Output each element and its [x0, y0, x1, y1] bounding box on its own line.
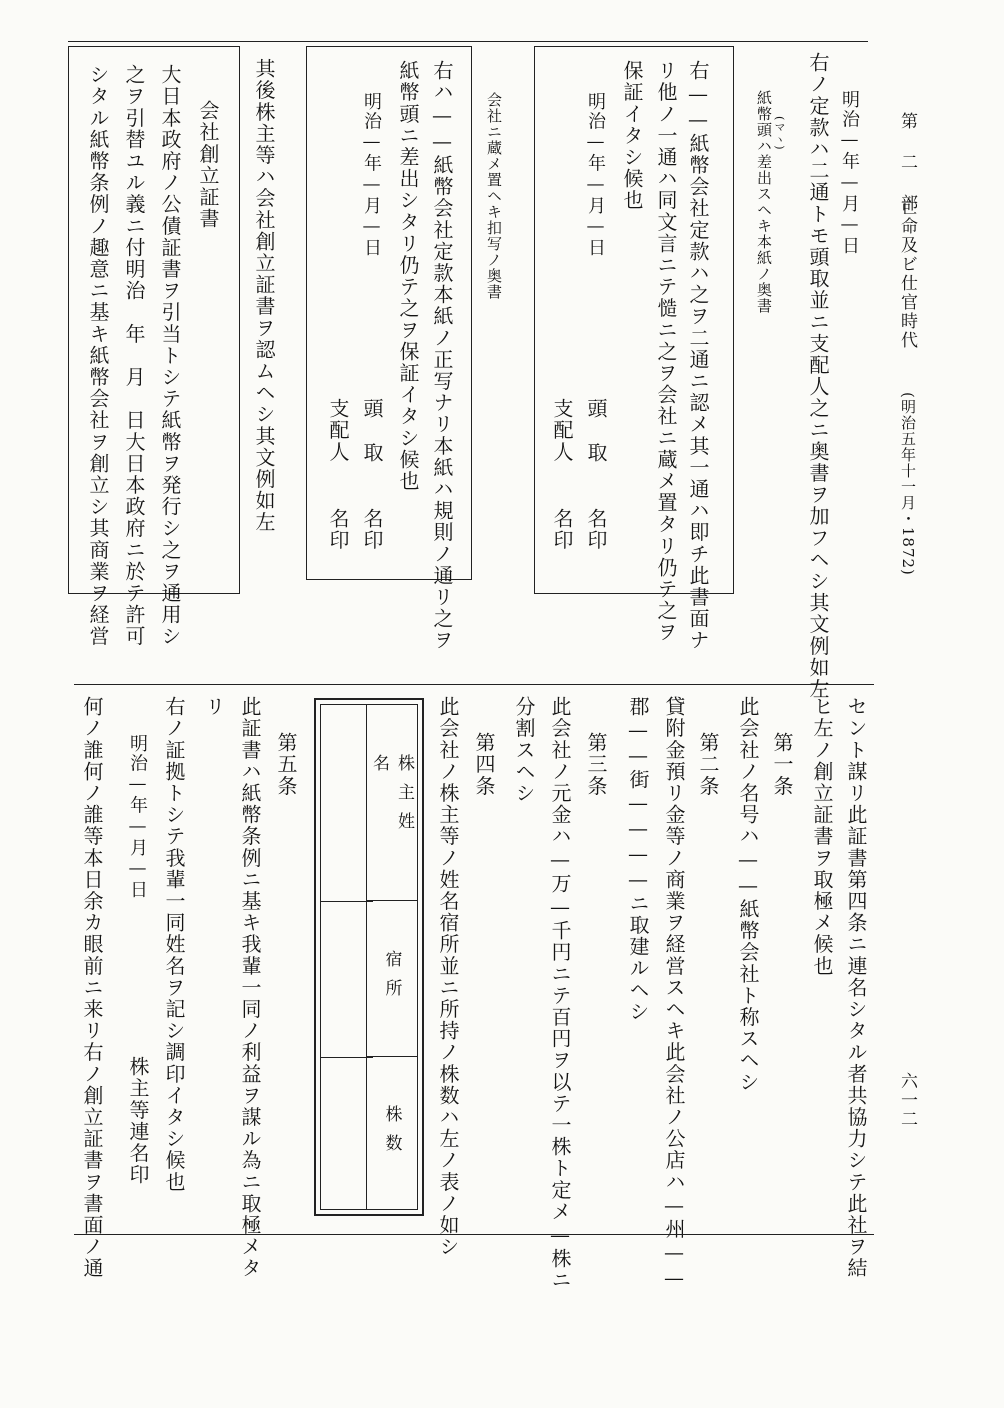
table-row-divider	[321, 901, 373, 902]
title-label: 支配人	[326, 398, 350, 463]
period-label: (明治五年十一月・1872)	[899, 392, 917, 576]
table-header-label: 株数	[381, 1105, 402, 1163]
middle-rule	[74, 684, 874, 685]
document-title: 会社創立証書	[196, 100, 220, 230]
signature-line: 株主等連名印	[126, 1056, 150, 1186]
text-column: 其後株主等ハ会社創立証書ヲ認ムヘシ其文例如左	[252, 58, 276, 534]
title-label: 頭	[584, 398, 608, 420]
text-column: 右ハ——紙幣会社定款本紙ノ正写ナリ本紙ハ規則ノ通リ之ヲ	[430, 60, 454, 652]
date-line: 明治—年—月—日	[839, 90, 860, 256]
date-line: 明治—年—月—日	[127, 734, 148, 900]
seal-label: 名印	[360, 508, 384, 552]
text-column: リ	[202, 696, 226, 718]
top-rule	[68, 41, 868, 42]
text-column: 大日本政府ノ公債証書ヲ引当トシテ紙幣ヲ発行シ之ヲ通用シ	[158, 64, 182, 648]
seal-label: 名印	[326, 508, 350, 552]
date-line: 明治—年—月—日	[585, 92, 606, 258]
bottom-rule	[74, 1234, 874, 1235]
text-column: 此証書ハ紙幣条例ニ基キ我輩一同ノ利益ヲ謀ル為ニ取極メタ	[238, 696, 262, 1280]
text-column: 保証イタシ候也	[620, 60, 644, 212]
table-header-column	[366, 705, 417, 1209]
text-column: 何ノ誰何ノ誰等本日余カ眼前ニ来リ右ノ創立証書ヲ書面ノ通	[80, 696, 104, 1280]
section-note: 紙幣頭ハ差出スヘキ本紙ノ奥書	[755, 90, 773, 314]
page-number: 六一二	[897, 1072, 917, 1129]
article-heading: 第四条	[472, 732, 496, 797]
title-label: 支配人	[550, 398, 574, 463]
text-column: 此会社ノ株主等ノ姓名宿所並ニ所持ノ株数ハ左ノ表ノ如シ	[436, 696, 460, 1258]
table-header-label: 宿所	[381, 949, 402, 1008]
text-column: 右——紙幣会社定款ハ之ヲ二通ニ認メ其一通ハ即チ此書面ナ	[686, 60, 710, 652]
text-column: 此会社ノ元金ハ—万—千円ニテ百円ヲ以テ一株ト定メ—株ニ	[548, 696, 572, 1292]
text-column: 右ノ証拠トシテ我輩一同姓名ヲ記シ調印イタシ候也	[162, 696, 186, 1193]
table-header-label: 株主姓名	[369, 753, 414, 841]
table-header-cell	[367, 1057, 417, 1211]
seal-label: 名印	[584, 508, 608, 552]
text-column: リ他ノ一通ハ同文言ニテ慥ニ之ヲ会社ニ蔵メ置タリ仍テ之ヲ	[654, 60, 678, 644]
chapter-title: 亡命及ビ仕官時代	[897, 198, 917, 350]
text-column: シタル紙幣条例ノ趣意ニ基キ紙幣会社ヲ創立シ其商業ヲ経営	[86, 64, 110, 648]
text-column: 貸附金預リ金等ノ商業ヲ経営スヘキ此会社ノ公店ハ—州——	[662, 696, 686, 1292]
text-column: 紙幣頭ニ差出シタリ仍テ之ヲ保証イタシ候也	[396, 60, 420, 492]
article-heading: 第五条	[274, 732, 298, 797]
part-label: 第 二 部	[897, 112, 917, 213]
text-column: 郡——街————ニ取建ルヘシ	[626, 696, 650, 1023]
table-row-divider	[321, 1057, 373, 1058]
text-column: 之ヲ引替ユル義ニ付明治 年 月 日大日本政府ニ於テ許可	[122, 64, 146, 648]
table-header-cell	[367, 705, 417, 901]
text-column: ヒ左ノ創立証書ヲ取極メ候也	[810, 696, 834, 977]
text-column: 分割スヘシ	[512, 696, 536, 804]
date-line: 明治—年—月—日	[361, 92, 382, 258]
title-label: 取	[584, 442, 608, 464]
text-column: 右ノ定款ハ二通トモ頭取並ニ支配人之ニ奥書ヲ加フヘシ其文例如左	[806, 52, 830, 700]
title-label: 頭	[360, 398, 384, 420]
section-note: 会社ニ蔵メ置ヘキ扣写ノ奥書	[485, 92, 503, 300]
text-column: セント謀リ此証書第四条ニ連名シタル者共協力シテ此社ヲ結	[844, 696, 868, 1280]
annotation-ruby: (マヽ)	[773, 116, 786, 151]
article-heading: 第一条	[770, 732, 794, 797]
seal-label: 名印	[550, 508, 574, 552]
table-header-cell	[367, 901, 417, 1057]
shareholder-table	[314, 698, 424, 1216]
text-column: 此会社ノ名号ハ——紙幣会社ト称スヘシ	[736, 696, 760, 1093]
title-label: 取	[360, 442, 384, 464]
article-heading: 第二条	[696, 732, 720, 797]
table-inner-border	[320, 704, 418, 1210]
article-heading: 第三条	[584, 732, 608, 797]
